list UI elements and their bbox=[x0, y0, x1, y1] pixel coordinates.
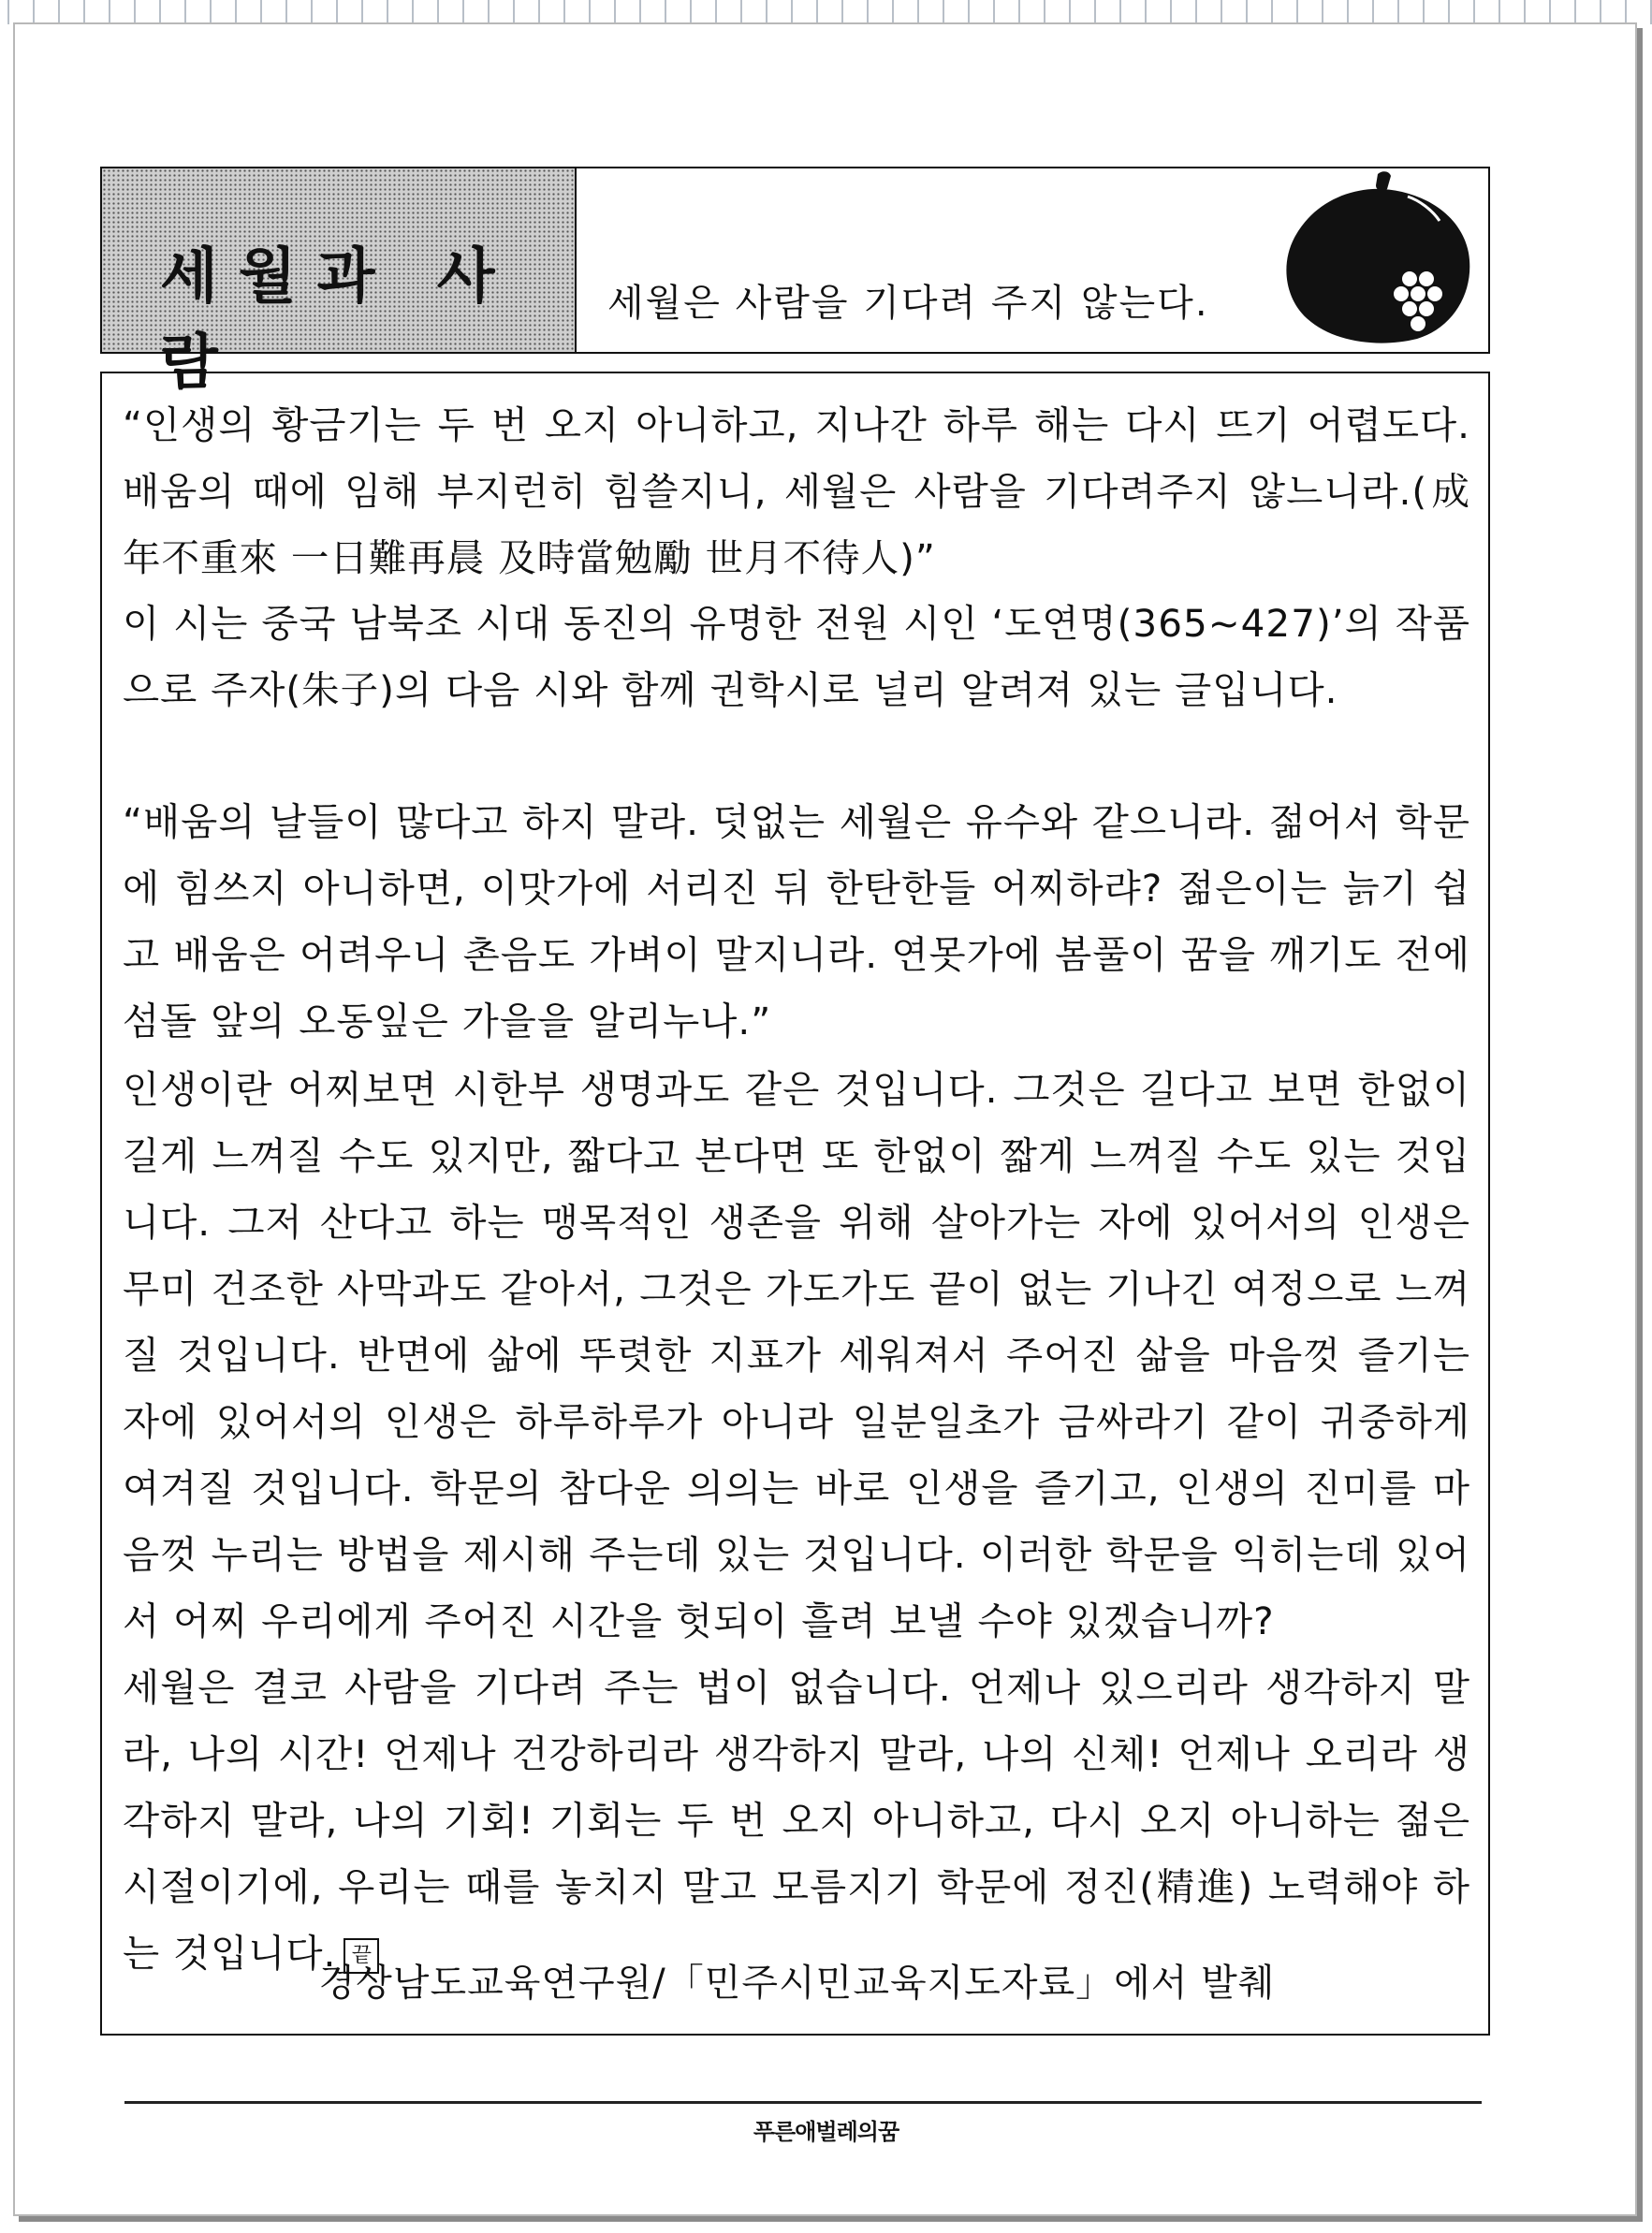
footer-publisher: 푸른애벌레의꿈 bbox=[753, 2119, 899, 2145]
paragraph-conclusion bbox=[123, 1655, 1470, 1987]
paragraph-body: 인생이란 어찌보면 시한부 생명과도 같은 것입니다. 그것은 길다고 보면 한없이 길게 느껴질 수도 있지만, 짧다고 본다면 또 한없이 짧게 느껴질 수도 있는 것입니다. 그저 산다고 하는 맹목적인 생존을 위해 살아가는 자에 있어서의 인생은 무미 건조한 사막과도 같아서, 그것은 가도가도 끝이 없는 기나긴 여정으로 느껴질 것입니다. 반면에 삶에 뚜렷한 지표가 세워져서 주어진 삶을 마음껏 즐기는 자에 있어서의 인생은 하루하루가 아니라 일분일초가 금싸라기 같이 귀중하게 여겨질 것입니다. 학문의 참다운 의의는 바로 인생을 즐기고, 인생의 진미를 마음껏 누리는 방법을 제시해 주는데 있는 것입니다. 이러한 학문을 익히는데 있어서 어찌 우리에게 주어진 시간을 헛되이 흘려 보낼 수야 있겠습니까? bbox=[123, 1067, 1470, 1643]
page-subtitle: 세월은 사람을 기다려 주지 않는다. bbox=[607, 282, 1209, 325]
paragraph-intro: 이 시는 중국 남북조 시대 동진의 유명한 전원 시인 ‘도연명(365~427)’의 작품으로 주자(朱子)의 다음 시와 함께 권학시로 널리 알려져 있는 글입니다. bbox=[123, 601, 1470, 712]
paragraph-conclusion-text: 세월은 결코 사람을 기다려 주는 법이 없습니다. 언제나 있으리라 생각하지 말라, 나의 시간! 언제나 건강하리라 생각하지 말라, 나의 신체! 언제나 오리라 생각하지 말라, 나의 기회! 기회는 두 번 오지 아니하고, 다시 오지 아니하는 젊은 시절이기에, 우리는 때를 놓치지 말고 모름지기 학문에 정진(精進) 노력해야 하는 것입니다. bbox=[123, 1665, 1470, 1976]
paragraph-poem-1: “인생의 황금기는 두 번 오지 아니하고, 지나간 하루 해는 다시 뜨기 어렵도다. 배움의 때에 임해 부지런히 힘쓸지니, 세월은 사람을 기다려주지 않느니라.(成年不重來 一日難再晨 及時當勉勵 世月不待人)” bbox=[123, 402, 1470, 580]
end-mark-icon: 끝 bbox=[344, 1938, 379, 1974]
header-box bbox=[100, 167, 1490, 398]
page-title: 세월과 사람 bbox=[160, 242, 516, 398]
article-box bbox=[100, 372, 1490, 2036]
source-citation: 경상남도교육연구원/「민주시민교육지도자료」에서 발췌 bbox=[318, 1962, 1276, 2005]
binding-rings bbox=[0, 0, 1652, 24]
title-panel bbox=[102, 168, 577, 398]
footer-divider bbox=[124, 2101, 1482, 2104]
fruit-icon bbox=[1267, 168, 1483, 352]
paragraph-poem-2: “배움의 날들이 많다고 하지 말라. 덧없는 세월은 유수와 같으니라. 젊어서 학문에 힘쓰지 아니하면, 이맛가에 서리진 뒤 한탄한들 어찌하랴? 젊은이는 늙기 쉽고 배움은 어려우니 촌음도 가벼이 말지니라. 연못가에 봄풀이 꿈을 깨기도 전에 섬돌 앞의 오동잎은 가을을 알리누나.” bbox=[123, 799, 1470, 1044]
